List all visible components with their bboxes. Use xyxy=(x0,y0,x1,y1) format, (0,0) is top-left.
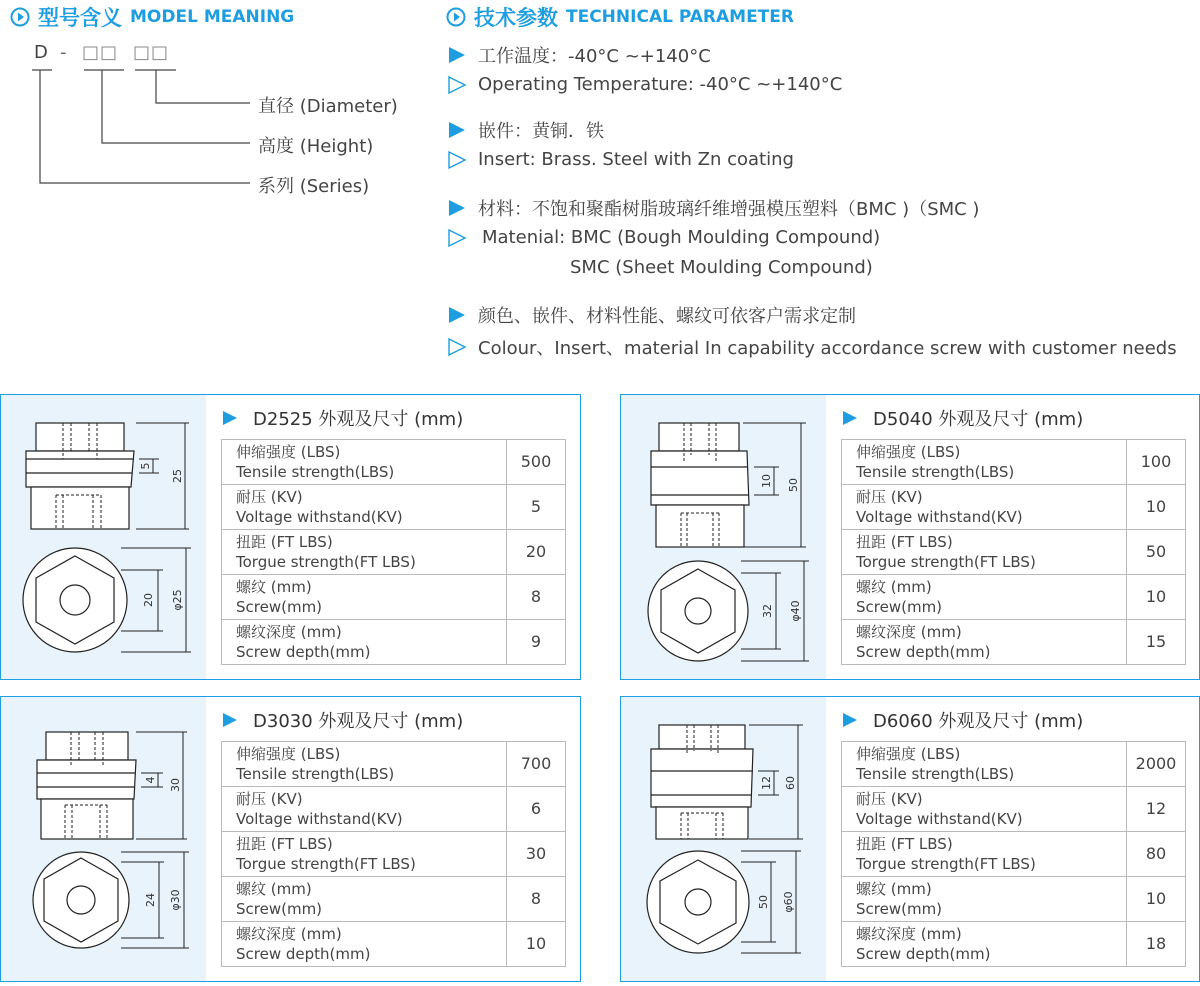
dim-height: 50 xyxy=(787,478,800,492)
product-drawing xyxy=(1,395,206,679)
insulator-drawing xyxy=(621,697,826,981)
product-panel-d5040 xyxy=(620,394,1200,680)
table-row: 螺纹 (mm) Screw(mm) 10 xyxy=(842,575,1186,620)
outline-triangle-icon xyxy=(446,75,468,95)
filled-triangle-icon xyxy=(841,410,859,426)
table-row: 螺纹 (mm) Screw(mm) 8 xyxy=(222,575,566,620)
param-custom-en: Colour、Insert、material In capability accordance screw with customer needs xyxy=(446,334,1177,360)
spec-table xyxy=(841,741,1186,967)
table-row: 扭距 (FT LBS) Torgue strength(FT LBS) 80 xyxy=(842,832,1186,877)
model-height-label: 高度 (Height) xyxy=(258,136,374,157)
model-meaning-title-en: MODEL MEANING xyxy=(130,7,295,27)
filled-triangle-icon xyxy=(221,712,239,728)
insulator-drawing xyxy=(1,395,206,679)
table-row: 螺纹深度 (mm) Screw depth(mm) 15 xyxy=(842,620,1186,665)
product-panel-d6060 xyxy=(620,696,1200,982)
filled-triangle-icon xyxy=(446,305,468,325)
dim-band: 10 xyxy=(760,474,773,488)
play-circle-icon xyxy=(446,7,466,27)
dim-height: 30 xyxy=(169,778,182,792)
panel-title: D3030 外观及尺寸 (mm) xyxy=(221,707,463,733)
table-row: 扭距 (FT LBS) Torgue strength(FT LBS) 50 xyxy=(842,530,1186,575)
technical-parameter-title xyxy=(446,2,794,32)
filled-triangle-icon xyxy=(446,198,468,218)
table-row: 扭距 (FT LBS) Torgue strength(FT LBS) 20 xyxy=(222,530,566,575)
model-diameter-label: 直径 (Diameter) xyxy=(258,96,398,117)
param-temperature-cn: 工作温度：-40°C ~+140°C xyxy=(446,42,711,68)
dim-band: 4 xyxy=(144,776,157,784)
technical-title-en: TECHNICAL PARAMETER xyxy=(566,7,794,27)
dim-diameter: φ60 xyxy=(782,891,795,913)
dim-diameter: φ40 xyxy=(789,600,802,622)
product-panel-d2525 xyxy=(0,394,581,680)
table-row: 扭距 (FT LBS) Torgue strength(FT LBS) 30 xyxy=(222,832,566,877)
param-material-en-2: SMC (Sheet Moulding Compound) xyxy=(570,257,873,278)
spec-table xyxy=(221,439,566,665)
dim-height: 60 xyxy=(784,776,797,790)
table-row: 伸缩强度 (LBS) Tensile strength(LBS) 2000 xyxy=(842,742,1186,787)
dim-diameter: φ30 xyxy=(169,889,182,911)
table-row: 螺纹深度 (mm) Screw depth(mm) 10 xyxy=(222,922,566,967)
dim-height: 25 xyxy=(171,469,184,483)
insulator-drawing xyxy=(1,697,206,981)
param-insert-cn: 嵌件：黄铜．铁 xyxy=(446,117,604,143)
outline-triangle-icon xyxy=(446,150,468,170)
outline-triangle-icon xyxy=(446,337,468,357)
dim-hex: 24 xyxy=(144,893,157,907)
table-row: 螺纹 (mm) Screw(mm) 8 xyxy=(222,877,566,922)
model-code-diameter-box: □□ xyxy=(133,42,170,63)
param-custom-cn: 颜色、嵌件、材料性能、螺纹可依客户需求定制 xyxy=(446,302,856,328)
model-series-label: 系列 (Series) xyxy=(258,176,370,197)
technical-title-cn: 技术参数 xyxy=(474,6,558,30)
dim-hex: 20 xyxy=(142,593,155,607)
model-code-dash: - xyxy=(60,42,67,63)
spec-table xyxy=(841,439,1186,665)
panel-title: D6060 外观及尺寸 (mm) xyxy=(841,707,1083,733)
table-row: 伸缩强度 (LBS) Tensile strength(LBS) 500 xyxy=(222,440,566,485)
product-drawing xyxy=(621,395,826,679)
model-code-prefix: D xyxy=(34,42,48,63)
outline-triangle-icon xyxy=(446,228,468,248)
filled-triangle-icon xyxy=(446,45,468,65)
filled-triangle-icon xyxy=(841,712,859,728)
table-row: 螺纹深度 (mm) Screw depth(mm) 9 xyxy=(222,620,566,665)
insulator-drawing xyxy=(621,395,826,679)
param-insert-en: Insert: Brass. Steel with Zn coating xyxy=(446,149,794,170)
panel-title: D5040 外观及尺寸 (mm) xyxy=(841,405,1083,431)
dim-diameter: φ25 xyxy=(171,589,184,611)
table-row: 螺纹 (mm) Screw(mm) 10 xyxy=(842,877,1186,922)
dim-band: 12 xyxy=(760,776,773,790)
table-row: 耐压 (KV) Voltage withstand(KV) 12 xyxy=(842,787,1186,832)
param-temperature-en: Operating Temperature: -40°C ~+140°C xyxy=(446,74,842,95)
table-row: 耐压 (KV) Voltage withstand(KV) 5 xyxy=(222,485,566,530)
table-row: 伸缩强度 (LBS) Tensile strength(LBS) 700 xyxy=(222,742,566,787)
table-row: 伸缩强度 (LBS) Tensile strength(LBS) 100 xyxy=(842,440,1186,485)
model-code-height-box: □□ xyxy=(82,42,119,63)
product-panel-d3030 xyxy=(0,696,581,982)
dim-hex: 32 xyxy=(761,604,774,618)
dim-band: 5 xyxy=(139,462,152,470)
filled-triangle-icon xyxy=(221,410,239,426)
table-row: 耐压 (KV) Voltage withstand(KV) 6 xyxy=(222,787,566,832)
table-row: 螺纹深度 (mm) Screw depth(mm) 18 xyxy=(842,922,1186,967)
param-material-en: Matenial: BMC (Bough Moulding Compound) xyxy=(446,227,880,248)
panel-title: D2525 外观及尺寸 (mm) xyxy=(221,405,463,431)
product-drawing xyxy=(621,697,826,981)
param-material-cn: 材料：不饱和聚酯树脂玻璃纤维增强模压塑料（BMC )（SMC ) xyxy=(446,195,979,221)
filled-triangle-icon xyxy=(446,120,468,140)
spec-table xyxy=(221,741,566,967)
dim-hex: 50 xyxy=(757,895,770,909)
product-drawing xyxy=(1,697,206,981)
model-meaning-title-cn: 型号含义 xyxy=(38,6,122,30)
table-row: 耐压 (KV) Voltage withstand(KV) 10 xyxy=(842,485,1186,530)
